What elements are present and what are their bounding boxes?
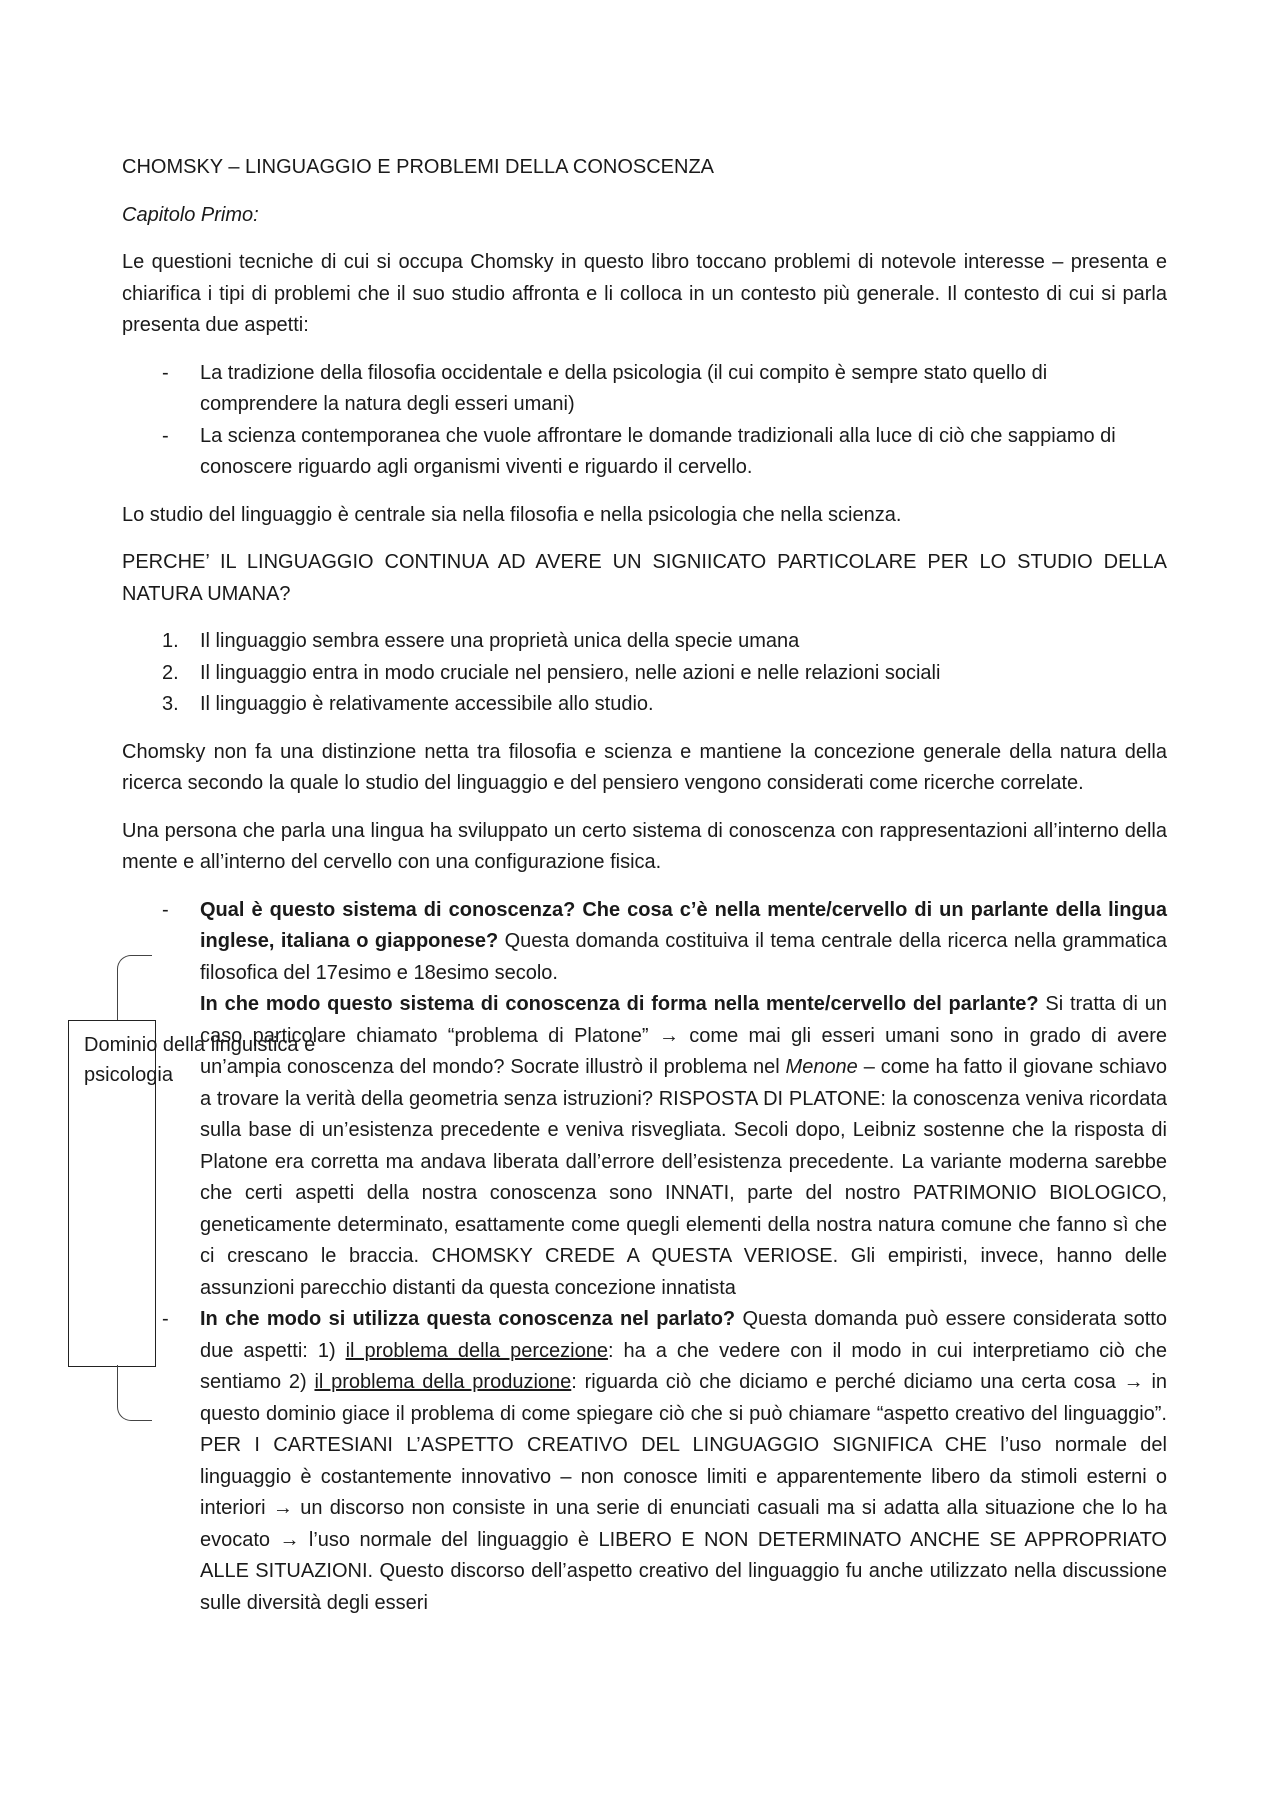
reasons-list xyxy=(122,626,1167,721)
centrality-paragraph: Lo studio del linguaggio è centrale sia nella filosofia e nella psicologia che nella scienza. xyxy=(122,503,902,526)
list-item: - La tradizione della filosofia occidentale e della psicologia (il cui compito è sempre stato quello di comprendere la natura degli esseri umani) xyxy=(162,361,1048,415)
bracket-stem xyxy=(117,985,118,1020)
aspects-list xyxy=(122,358,1167,484)
distinction-paragraph: Chomsky non fa una distinzione netta tra filosofia e scienza e mantiene la concezione generale della natura della ricerca secondo la quale lo studio del linguaggio e del pensiero vengono considerati come ricerche correlate. xyxy=(122,740,1167,794)
list-item: 3. Il linguaggio è relativamente accessibile allo studio. xyxy=(162,693,654,715)
question-heading: PERCHE’ IL LINGUAGGIO CONTINUA AD AVERE UN SIGNIICATO PARTICOLARE PER LO STUDIO DELLA NATURA UMANA? xyxy=(122,551,1167,605)
chapter-heading: Capitolo Primo: xyxy=(122,203,259,226)
list-item: - La scienza contemporanea che vuole affrontare le domande tradizionali alla luce di ciò che sappiamo di conoscere riguardo agli organismi viventi e riguardo il cervello. xyxy=(162,424,1116,478)
list-item: 1. Il linguaggio sembra essere una proprietà unica della specie umana xyxy=(162,630,800,652)
intro-paragraph: Le questioni tecniche di cui si occupa Chomsky in questo libro toccano problemi di notevole interesse – presenta e chiarifica i tipi di problemi che il suo studio affronta e li colloca in un contesto più generale. Il contesto di cui si parla presenta due aspetti: xyxy=(122,251,1167,336)
bracket-top xyxy=(117,955,152,986)
arrow-icon: → xyxy=(279,1528,300,1551)
arrow-icon: → xyxy=(658,1024,679,1047)
document-title: CHOMSKY – LINGUAGGIO E PROBLEMI DELLA CONOSCENZA xyxy=(122,156,715,178)
document-page xyxy=(122,152,1167,1635)
arrow-icon: → xyxy=(272,1497,293,1519)
bracket-stem xyxy=(117,1365,118,1390)
arrow-icon: → xyxy=(1123,1371,1144,1393)
bracket-bottom xyxy=(117,1390,152,1421)
annotation-text: Dominio della linguistica e psicologia xyxy=(84,1034,316,1086)
list-item: - In che modo si utilizza questa conoscenza nel parlato? Questa domanda può essere considerata sotto due aspetti: 1) il problema della percezione: ha a che vedere con il modo in cui interpretiamo ciò che sentiamo 2) il problema della produzione: riguarda ciò che diciamo e perché diciamo una certa cosa → in questo dominio giace il problema di come spiegare ciò che si può chiamare “aspetto creativo del linguaggio”. PER I CARTESIANI L’ASPETTO CREATIVO DEL LINGUAGGIO SIGNIFICA CHE l’uso normale del linguaggio è costantemente innovativo – non conosce limiti e apparentemente libero da stimoli esterni o interiori → un discorso non consiste in una serie di enunciati casuali ma si adatta alla situazione che lo ha evocato → l’uso normale del linguaggio è LIBERO E NON DETERMINATO ANCHE SE APPROPRIATO ALLE SITUAZIONI. Questo discorso dell’aspetto creativo del linguaggio fu anche utilizzato nella discussione sulle diversità degli esseri xyxy=(162,1308,1168,1614)
person-paragraph: Una persona che parla una lingua ha sviluppato un certo sistema di conoscenza con rappresentazioni all’interno della mente e all’interno del cervello con una configurazione fisica. xyxy=(122,819,1167,873)
list-item: 2. Il linguaggio entra in modo cruciale nel pensiero, nelle azioni e nelle relazioni sociali xyxy=(162,661,941,684)
list-item: - Qual è questo sistema di conoscenza? Che cosa c’è nella mente/cervello di un parlante della lingua inglese, italiana o giapponese? Questa domanda costituiva il tema centrale della ricerca nella grammatica filosofica del 17esimo e 18esimo secolo. xyxy=(162,898,1168,984)
list-item: In che modo questo sistema di conoscenza di forma nella mente/cervello del parlante? Si tratta di un caso particolare chiamato “problema di Platone” → come mai gli esseri umani sono in grado di avere un’ampia conoscenza del mondo? Socrate illustrò il problema nel Menone – come ha fatto il giovane schiavo a trovare la verità della geometria senza istruzioni? RISPOSTA DI PLATONE: la conoscenza veniva ricordata sulla base di un’esistenza precedente e veniva risvegliata. Secoli dopo, Leibniz sostenne che la risposta di Platone era corretta ma andava liberata dall’errore dell’esistenza precedente. La variante moderna sarebbe che certi aspetti della nostra conoscenza sono INNATI, parte del nostro PATRIMONIO BIOLOGICO, geneticamente determinato, esattamente come quegli elementi della nostra natura comune che fanno sì che ci crescano le braccia. CHOMSKY CREDE A QUESTA VERIOSE. Gli empiristi, invece, hanno delle assunzioni parecchio distanti da questa concezione innatista xyxy=(200,993,1168,1299)
questions-list xyxy=(122,895,1167,1620)
